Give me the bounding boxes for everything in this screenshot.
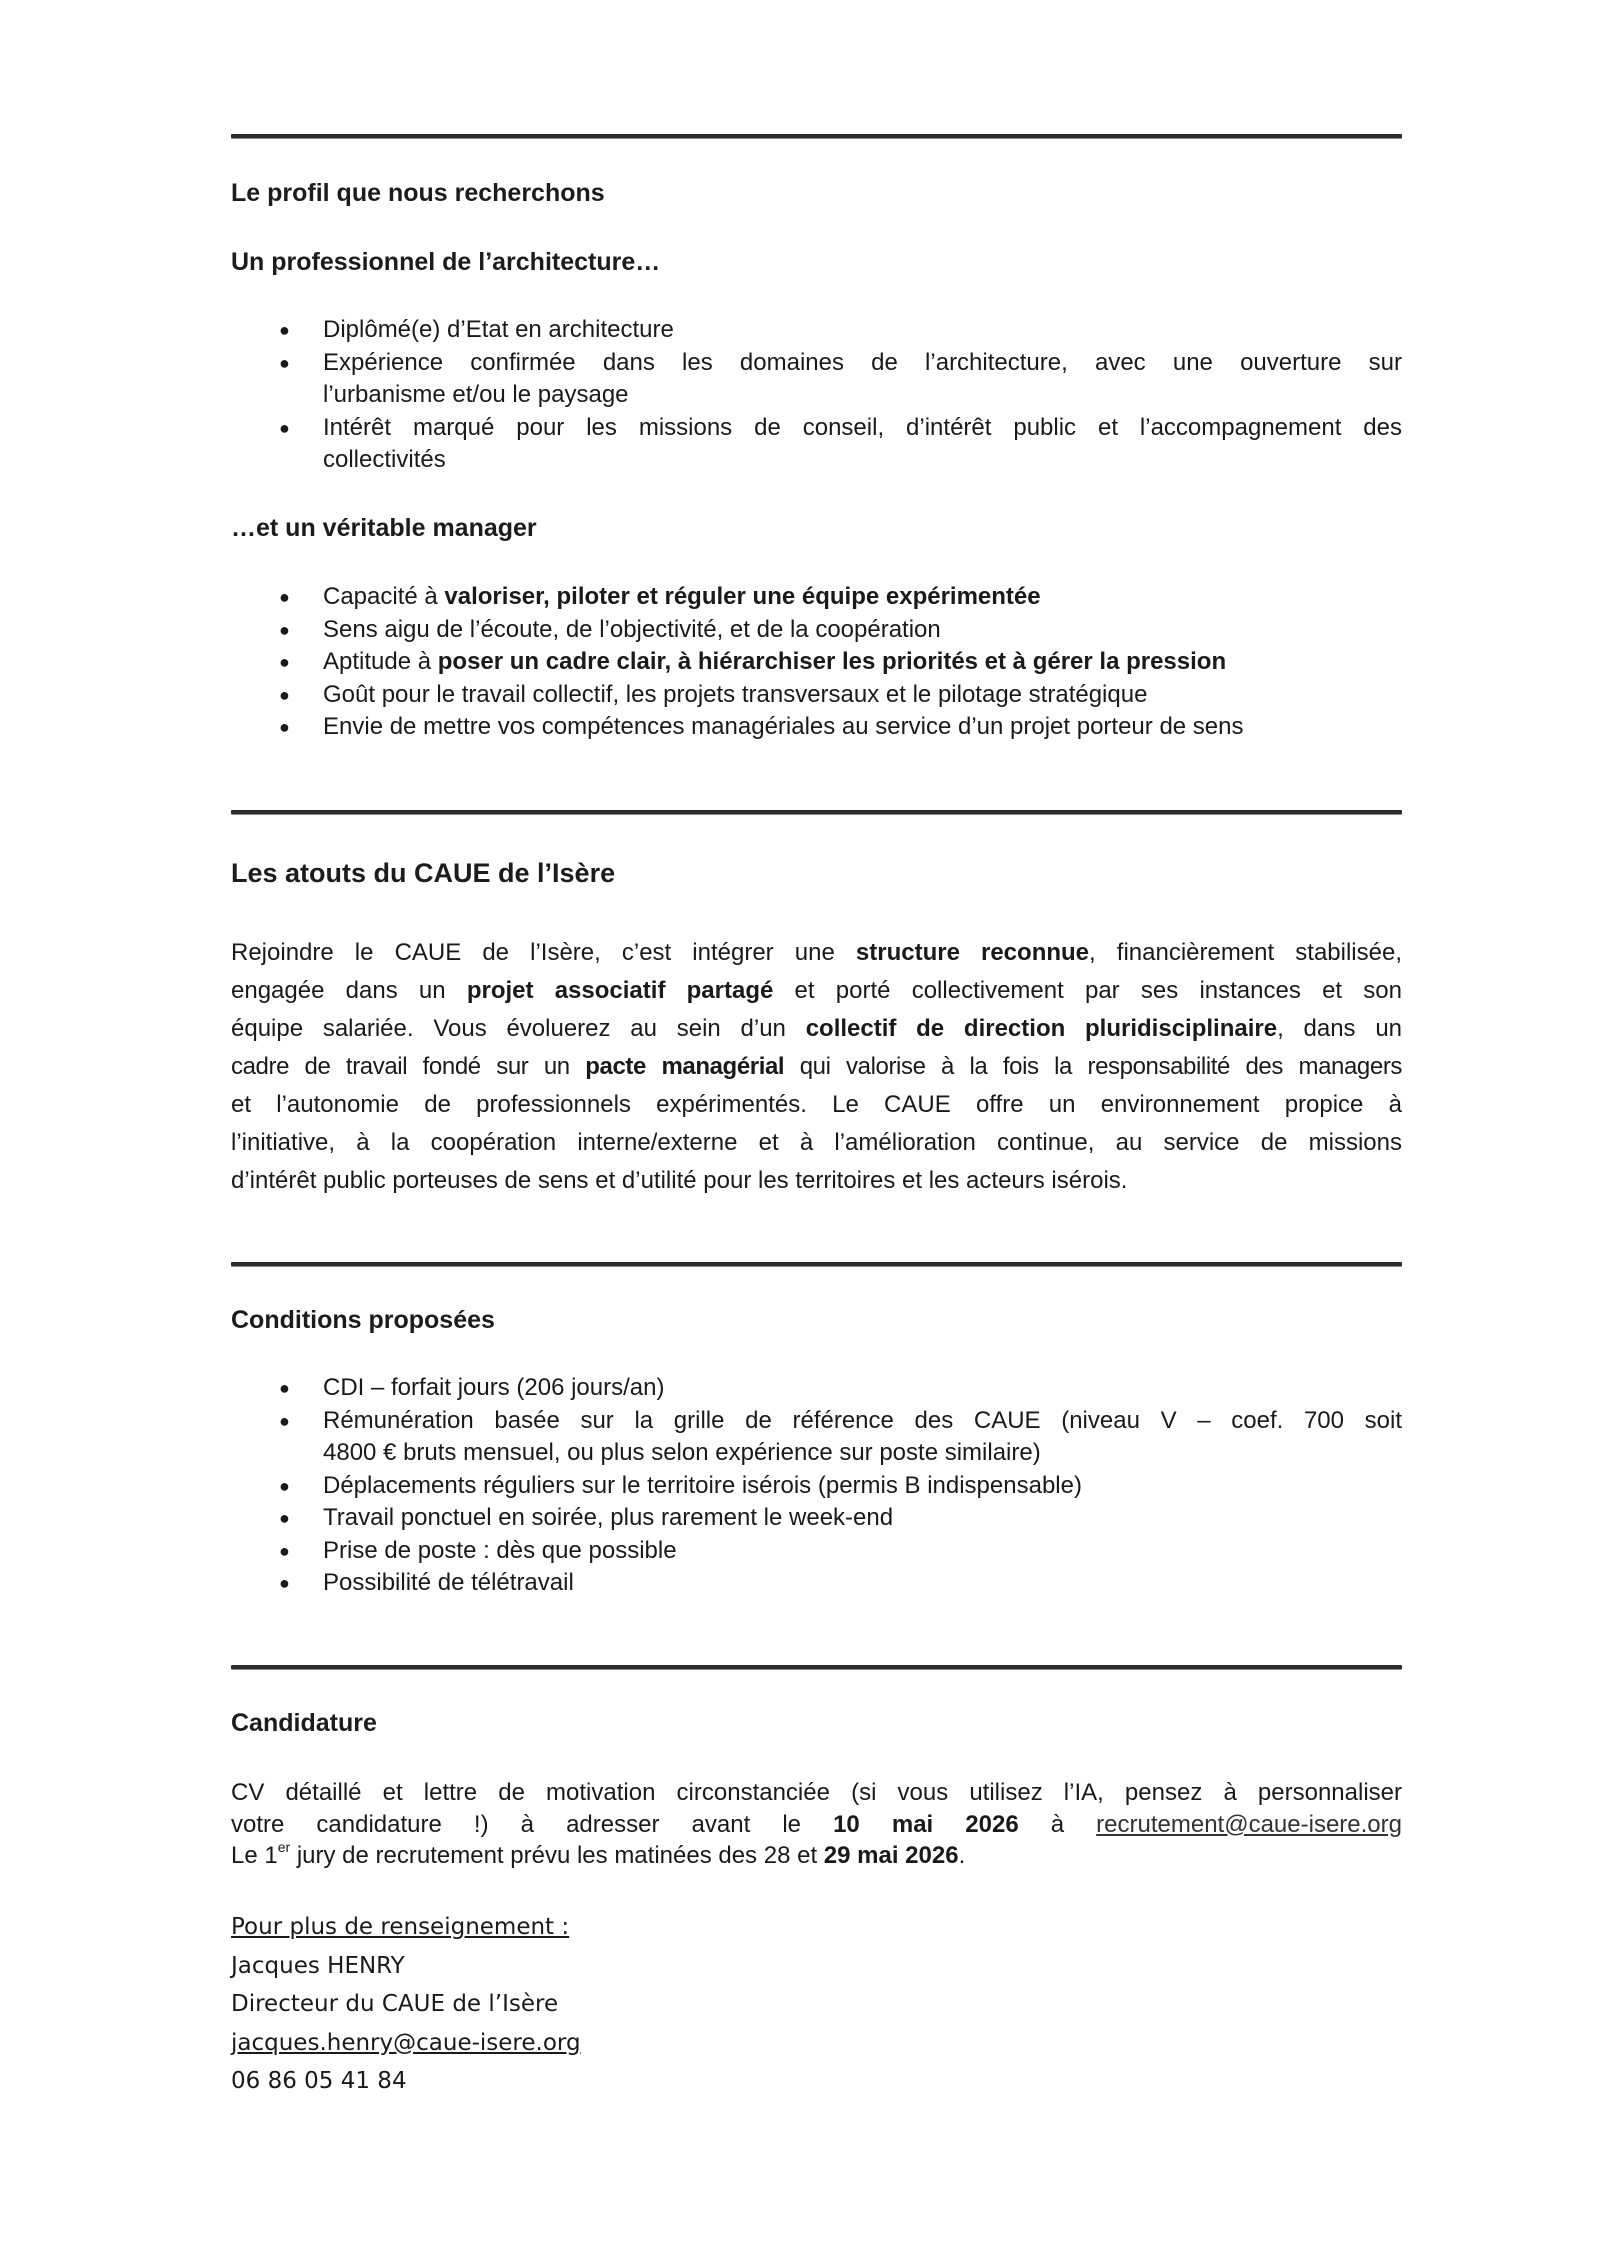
paragraph-line: l’initiative, à la coopération interne/externe et à l’amélioration continue, au service de missions xyxy=(231,1129,1402,1156)
application-paragraph xyxy=(231,1777,1402,1872)
contact-role: Directeur du CAUE de l’Isère xyxy=(231,1991,559,2017)
list-item: ● Sens aigu de l’écoute, de l’objectivité, et de la coopération xyxy=(231,614,1402,647)
bullet-icon: ● xyxy=(279,1410,290,1431)
bullet-icon: ● xyxy=(279,1573,290,1593)
list-item-continuation: l’urbanisme et/ou le paysage xyxy=(323,381,629,408)
list-item: ● Possibilité de télétravail xyxy=(231,1567,1402,1600)
subtitle-manager: …et un véritable manager xyxy=(231,514,537,542)
list-item-continuation: 4800 € bruts mensuel, ou plus selon expérience sur poste similaire) xyxy=(323,1439,1041,1466)
list-item: ● Capacité à valoriser, piloter et réguler une équipe expérimentée xyxy=(231,581,1402,614)
list-item: ● CDI – forfait jours (206 jours/an) xyxy=(231,1372,1402,1405)
section-title-assets: Les atouts du CAUE de l’Isère xyxy=(231,858,616,888)
list-item: ● Expérience confirmée dans les domaines de l’architecture, avec une ouverture sur xyxy=(231,347,1402,380)
bullet-icon: ● xyxy=(279,1508,290,1528)
subtitle-architect: Un professionnel de l’architecture… xyxy=(231,248,661,276)
section-divider xyxy=(231,810,1402,814)
bullet-icon: ● xyxy=(279,1540,290,1561)
paragraph-line: CV détaillé et lettre de motivation circonstanciée (si vous utilisez l’IA, pensez à personnaliser xyxy=(231,1779,1402,1806)
paragraph-line: votre candidature !) à adresser avant le 10 mai 2026 à recrutement@caue-isere.org xyxy=(231,1810,1402,1838)
paragraph-line: Le 1er jury de recrutement prévu les matinées des 28 et 29 mai 2026. xyxy=(231,1839,966,1869)
recruitment-email-link[interactable]: recrutement@caue-isere.org xyxy=(1096,1810,1402,1838)
section-divider xyxy=(231,1665,1402,1669)
list-item: ● Aptitude à poser un cadre clair, à hiérarchiser les priorités et à gérer la pression xyxy=(231,646,1402,679)
paragraph-line: et l’autonomie de professionnels expérimentés. Le CAUE offre un environnement propice à xyxy=(231,1091,1402,1118)
paragraph-line: cadre de travail fondé sur un pacte managérial qui valorise à la fois la responsabilité des managers xyxy=(231,1053,1403,1080)
section-title-profile: Le profil que nous recherchons xyxy=(231,179,605,207)
assets-paragraph xyxy=(231,934,1402,1200)
contact-email-link[interactable]: jacques.henry@caue-isere.org xyxy=(231,2029,581,2056)
bullet-icon: ● xyxy=(279,652,290,672)
contact-name: Jacques HENRY xyxy=(231,1952,405,1979)
bullet-icon: ● xyxy=(279,684,290,705)
conditions-list xyxy=(231,1372,1402,1600)
bullet-icon: ● xyxy=(279,352,290,373)
bullet-icon: ● xyxy=(279,717,290,737)
paragraph-line: équipe salariée. Vous évoluerez au sein d’un collectif de direction pluridisciplinaire, dans un xyxy=(231,1015,1403,1042)
list-item: ● Intérêt marqué pour les missions de conseil, d’intérêt public et l’accompagnement des xyxy=(231,412,1402,445)
paragraph-line: Rejoindre le CAUE de l’Isère, c’est intégrer une structure reconnue, financièrement stabilisée, xyxy=(231,939,1403,966)
list-item: ● Rémunération basée sur la grille de référence des CAUE (niveau V – coef. 700 soit xyxy=(231,1405,1402,1438)
section-divider xyxy=(231,1262,1402,1266)
list-item: ● Envie de mettre vos compétences managériales au service d’un projet porteur de sens xyxy=(231,711,1402,744)
list-item: ● Prise de poste : dès que possible xyxy=(231,1535,1402,1568)
contact-heading: Pour plus de renseignement : xyxy=(231,1914,570,1940)
section-divider xyxy=(231,134,1402,138)
paragraph-line: engagée dans un projet associatif partagé et porté collectivement par ses instances et son xyxy=(231,977,1402,1004)
list-item: ● Déplacements réguliers sur le territoire isérois (permis B indispensable) xyxy=(231,1470,1402,1503)
contact-block xyxy=(231,1908,581,2101)
list-item: ● Travail ponctuel en soirée, plus rarement le week-end xyxy=(231,1502,1402,1535)
bullet-icon: ● xyxy=(279,619,290,640)
section-title-conditions: Conditions proposées xyxy=(231,1306,495,1334)
bullet-icon: ● xyxy=(279,1378,290,1398)
bullet-icon: ● xyxy=(279,587,290,607)
section-title-application: Candidature xyxy=(231,1709,377,1737)
list-item: ● Goût pour le travail collectif, les projets transversaux et le pilotage stratégique xyxy=(231,679,1402,712)
paragraph-line: d’intérêt public porteuses de sens et d’utilité pour les territoires et les acteurs isérois. xyxy=(231,1167,1128,1194)
contact-phone: 06 86 05 41 84 xyxy=(231,2068,407,2094)
bullet-icon: ● xyxy=(279,1475,290,1496)
list-item: ● Diplômé(e) d’Etat en architecture xyxy=(231,314,1402,347)
list-item-continuation: collectivités xyxy=(323,446,446,473)
bullet-icon: ● xyxy=(279,320,290,340)
bullet-icon: ● xyxy=(279,417,290,438)
manager-requirements-list xyxy=(231,581,1402,744)
architect-requirements-list xyxy=(231,314,1402,477)
